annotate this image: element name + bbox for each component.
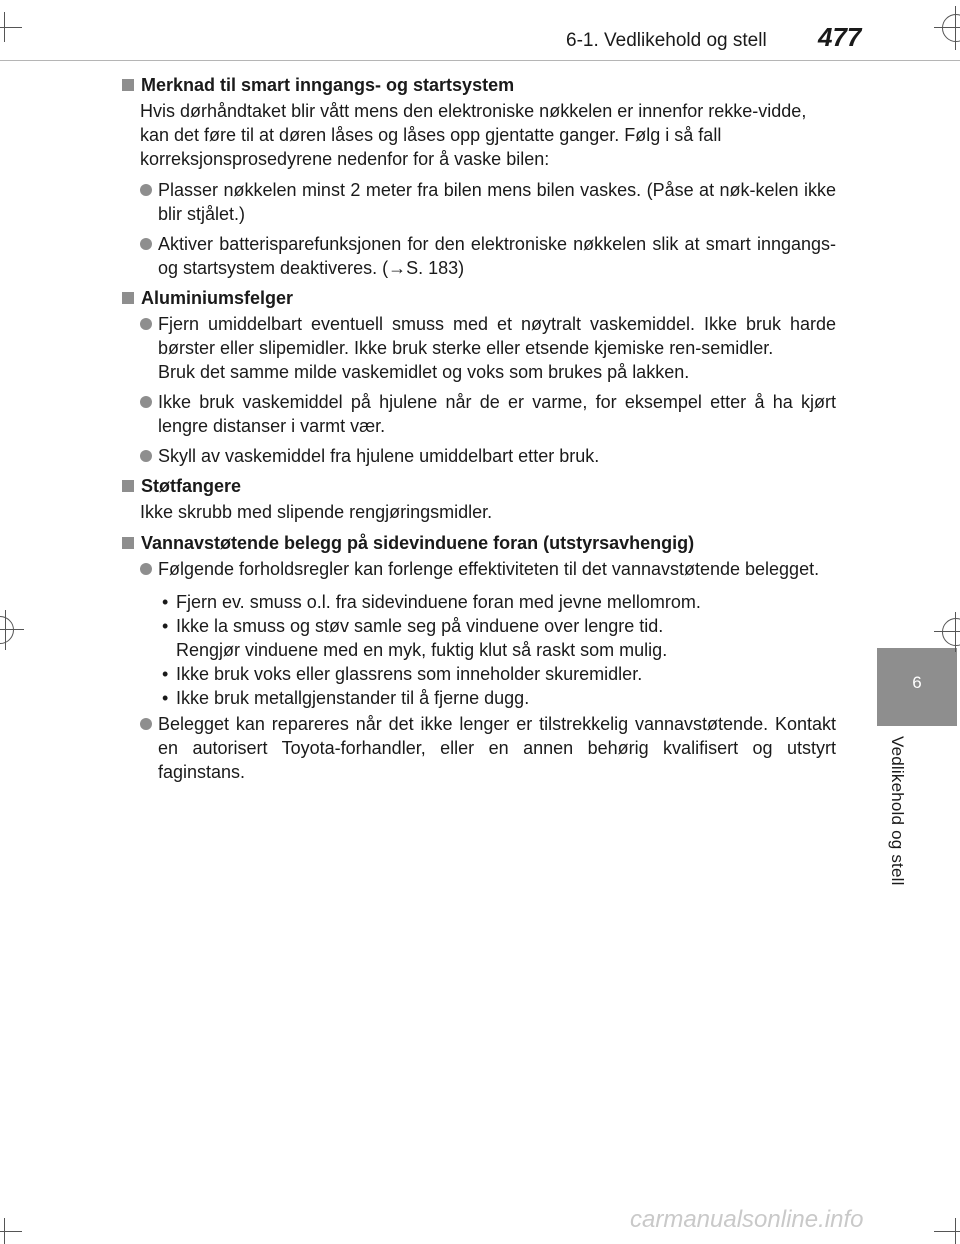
list-item-text: Belegget kan repareres når det ikke lenger er tilstrekkelig vannavstøtende. Kontakt en autorisert Toyota-forhandler, eller en annen behørig kvalifisert og utstyrt faginstans. <box>158 714 836 782</box>
circle-bullet-icon <box>140 450 152 462</box>
main-content <box>120 73 836 790</box>
circle-bullet-icon <box>140 184 152 196</box>
square-bullet-icon <box>122 292 134 304</box>
circle-bullet-icon <box>140 563 152 575</box>
sub-list-item-text: Ikke bruk metallgjenstander til å fjerne dugg. <box>176 688 530 708</box>
small-bullet-icon: • <box>162 616 169 636</box>
list-item-text: Ikke bruk vaskemiddel på hjulene når de er varme, for eksempel etter å ha kjørt lengre distanser i varmt vær. <box>158 392 836 436</box>
circle-bullet-icon <box>140 318 152 330</box>
sub-list-item-note: Rengjør vinduene med en myk, fuktig klut så raskt som mulig. <box>176 640 668 660</box>
chapter-tab <box>877 648 957 726</box>
sub-list-item <box>120 590 836 614</box>
small-bullet-icon: • <box>162 688 169 708</box>
list-item-text: Skyll av vaskemiddel fra hjulene umiddelbart etter bruk. <box>158 446 600 466</box>
paragraph: Hvis dørhåndtaket blir vått mens den elektroniske nøkkelen er innenfor rekke-vidde, kan det føre til at døren låses og låses opp gjentatte ganger. Følg i så fall korreksjonsprosedyrene nedenfor for å vaske bilen: <box>140 101 807 169</box>
list-item-text: Følgende forholdsregler kan forlenge effektiviteten til det vannavstøtende belegget. <box>158 559 820 579</box>
chapter-side-label: Vedlikehold og stell <box>888 736 907 886</box>
heading-text: Vannavstøtende belegg på sidevinduene foran (utstyrsavhengig) <box>141 533 695 553</box>
list-item <box>120 312 836 360</box>
circle-bullet-icon <box>140 238 152 250</box>
sub-list-item-text: Fjern ev. smuss o.l. fra sidevinduene foran med jevne mellomrom. <box>176 592 701 612</box>
circle-bullet-icon <box>140 718 152 730</box>
list-item <box>120 390 836 438</box>
square-bullet-icon <box>122 79 134 91</box>
section-heading <box>120 73 836 97</box>
list-item-text: Aktiver batterisparefunksjonen for den elektroniske nøkkelen slik at smart inngangs- og startsystem deaktiveres. (→S. 183) <box>158 234 836 278</box>
heading-text: Støtfangere <box>141 476 242 496</box>
list-item-text: Fjern umiddelbart eventuell smuss med et nøytralt vaskemiddel. Ikke bruk harde børster eller slipemidler. Ikke bruk sterke eller etsende kjemiske ren-semidler. <box>158 314 836 358</box>
watermark-text: carmanualsonline.info <box>630 1206 864 1233</box>
header-divider <box>0 60 960 61</box>
list-item-note: Bruk det samme milde vaskemidlet og voks som brukes på lakken. <box>158 362 690 382</box>
page-number: 477 <box>818 22 862 52</box>
heading-text: Aluminiumsfelger <box>141 288 294 308</box>
sub-list-item-text: Ikke bruk voks eller glassrens som inneholder skuremidler. <box>176 664 643 684</box>
list-item <box>120 232 836 280</box>
square-bullet-icon <box>122 537 134 549</box>
list-item <box>120 178 836 226</box>
circle-bullet-icon <box>140 396 152 408</box>
section-title: 6-1. Vedlikehold og stell <box>566 30 767 51</box>
section-heading <box>120 531 836 555</box>
sub-list-item <box>120 662 836 686</box>
list-item-text: Plasser nøkkelen minst 2 meter fra bilen mens bilen vaskes. (Påse at nøk-kelen ikke blir stjålet.) <box>158 180 836 224</box>
small-bullet-icon: • <box>162 664 169 684</box>
list-item <box>120 712 836 784</box>
small-bullet-icon: • <box>162 592 169 612</box>
paragraph: Ikke skrubb med slipende rengjøringsmidler. <box>140 502 493 522</box>
sub-list-item <box>120 686 836 710</box>
square-bullet-icon <box>122 480 134 492</box>
list-item <box>120 444 836 468</box>
sub-list-item-text: Ikke la smuss og støv samle seg på vinduene over lengre tid. <box>176 616 664 636</box>
sub-list-item <box>120 614 836 638</box>
section-heading <box>120 474 836 498</box>
chapter-number: 6 <box>912 673 922 692</box>
section-heading <box>120 286 836 310</box>
list-item <box>120 557 836 581</box>
heading-text: Merknad til smart inngangs- og startsystem <box>141 75 515 95</box>
